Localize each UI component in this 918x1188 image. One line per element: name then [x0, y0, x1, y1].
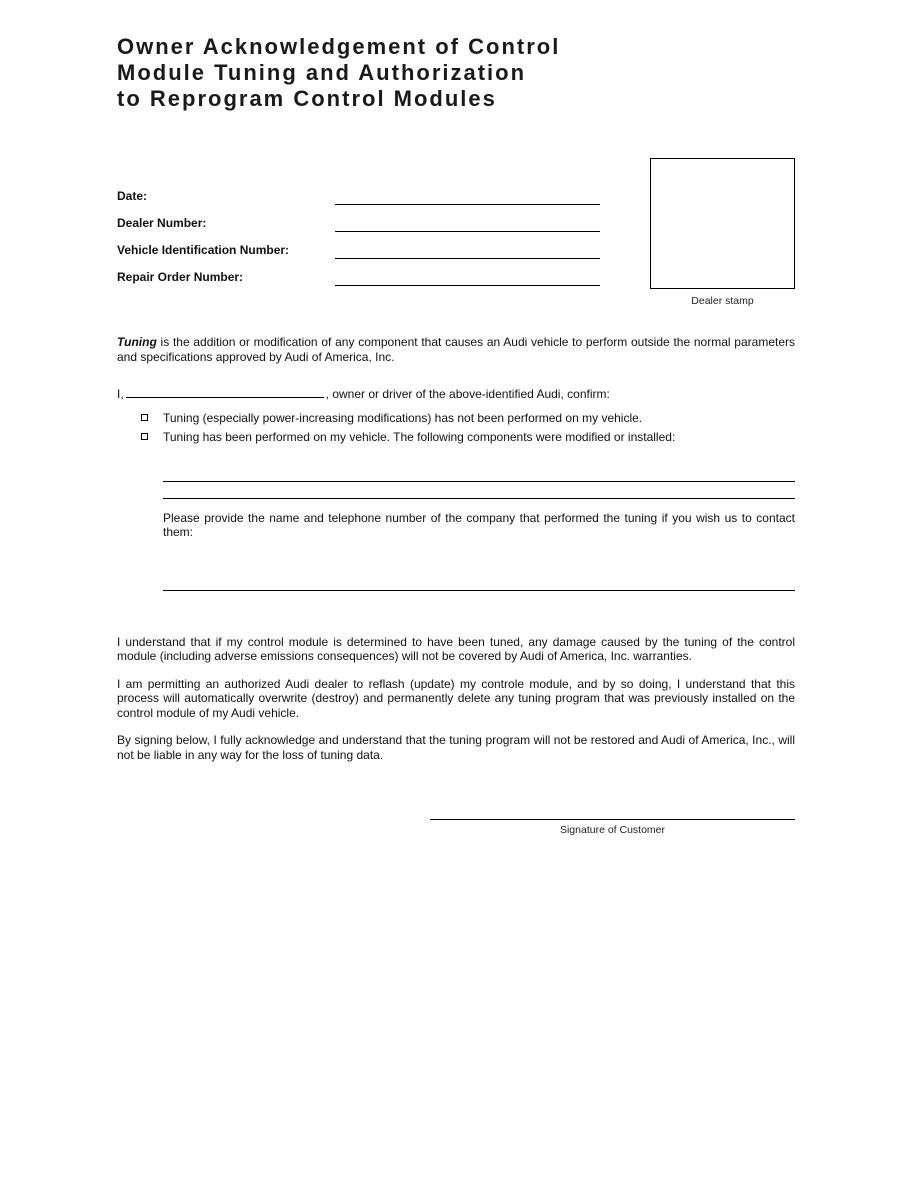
tuning-definition-text: is the addition or modification of any component that causes an Audi vehicle to perform outside the normal parameters and specifications approved by Audi of America, Inc. [117, 335, 795, 364]
page-title [117, 34, 795, 112]
vin-field-row [117, 232, 607, 259]
legal-paragraph-reflash: I am permitting an authorized Audi dealer to reflash (update) my controle module, and by so doing, I understand that this process will automatically overwrite (destroy) and permanently delete any tuning program that was previously installed on the control module of my Audi vehicle. [117, 676, 795, 720]
dealer-stamp-area [650, 158, 795, 307]
date-field-row [117, 178, 607, 205]
checkbox-icon[interactable] [141, 414, 148, 421]
contact-request-paragraph: Please provide the name and telephone number of the company that performed the tuning if you wish us to contact them: [163, 510, 795, 539]
dealer-number-field-row [117, 205, 607, 232]
form-fields [117, 158, 607, 286]
confirm-suffix: , owner or driver of the above-identified Audi, confirm: [325, 387, 610, 401]
dealer-number-label: Dealer Number: [117, 216, 207, 230]
components-input-line-1[interactable] [163, 465, 795, 482]
vin-label: Vehicle Identification Number: [117, 243, 290, 257]
date-label: Date: [117, 189, 148, 203]
signature-caption: Signature of Customer [559, 824, 666, 836]
checkbox-no-tuning-label: Tuning (especially power-increasing modifications) has not been performed on my vehicle. [163, 410, 643, 425]
legal-paragraph-warranty: I understand that if my control module is determined to have been tuned, any damage caused by the tuning of the control module (including adverse emissions consequences) will not be covered by Audi of America, Inc. warranties. [117, 634, 795, 663]
date-input-line[interactable] [335, 189, 600, 205]
checkbox-tuning-performed-label: Tuning has been performed on my vehicle. The following components were modified or installed: [163, 430, 676, 444]
repair-order-label: Repair Order Number: [117, 270, 244, 284]
checkbox-icon[interactable] [141, 433, 148, 440]
repair-order-input-line[interactable] [335, 270, 600, 286]
dealer-stamp-box [650, 158, 795, 289]
owner-name-input-line[interactable] [126, 387, 324, 398]
owner-confirmation-line [117, 387, 795, 402]
page-title-line-3: to Reprogram Control Modules [117, 86, 497, 111]
page-title-line-2: Module Tuning and Authorization [117, 60, 527, 85]
header-form-section [117, 158, 795, 307]
legal-paragraph-acknowledgement: By signing below, I fully acknowledge and understand that the tuning program will not be restored and Audi of America, Inc., will not be liable in any way for the loss of tuning data. [117, 733, 795, 762]
confirm-prefix: I, [117, 387, 124, 401]
modified-components-write-area [117, 465, 795, 499]
dealer-number-input-line[interactable] [335, 216, 600, 232]
tuning-definition-paragraph [117, 335, 795, 364]
customer-signature-line[interactable] [430, 806, 795, 820]
tuning-company-input-line[interactable] [163, 574, 795, 591]
signature-block [430, 806, 795, 836]
dealer-stamp-caption: Dealer stamp [691, 295, 754, 307]
page-title-line-1: Owner Acknowledgement of Control [117, 34, 561, 59]
repair-order-field-row [117, 259, 607, 286]
components-input-line-2[interactable] [163, 482, 795, 499]
tuning-term: Tuning [117, 335, 157, 349]
checkbox-item-no-tuning[interactable] [117, 411, 795, 426]
vin-input-line[interactable] [335, 243, 600, 259]
checkbox-item-tuning-performed[interactable] [117, 430, 795, 445]
